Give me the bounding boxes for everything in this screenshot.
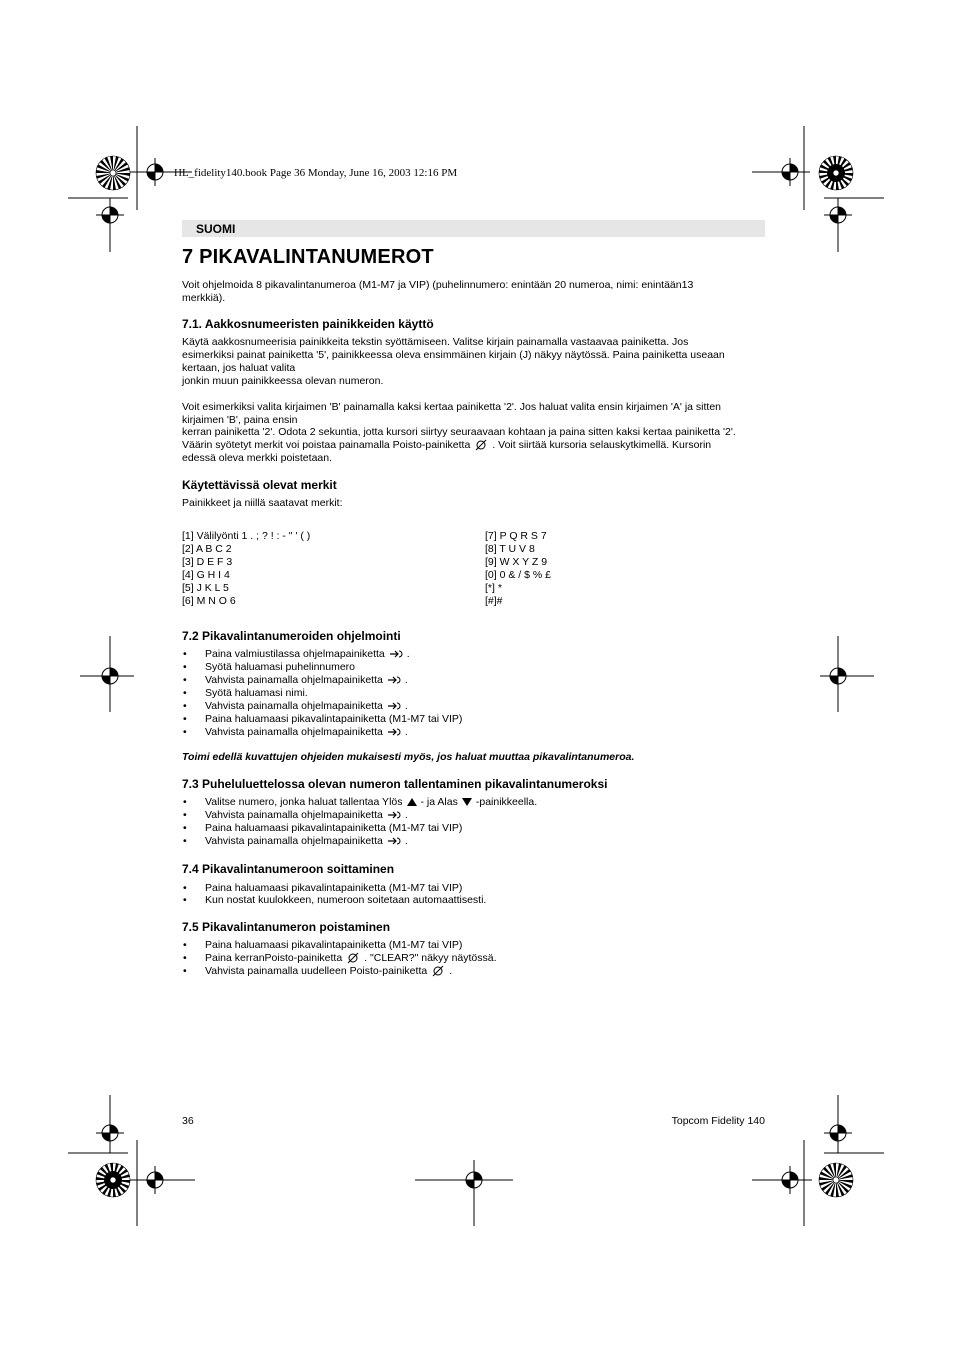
s73b-bullet-1 xyxy=(205,809,408,822)
color-rosette-bottom-right xyxy=(818,1162,854,1198)
color-rosette-top-left xyxy=(95,155,131,191)
bullet: • xyxy=(183,882,187,894)
product-name: Topcom Fidelity 140 xyxy=(671,1115,765,1127)
bullet: • xyxy=(183,952,187,964)
s72-bullet-text: Vahvista painamalla ohjelmapainiketta xyxy=(205,674,383,686)
section-72-title: 7.2 Pikavalintanumeroiden ohjelmointi xyxy=(182,629,401,643)
chars-right-5: [*] * xyxy=(485,582,502,594)
chars-right-4: [0] 0 & / $ % £ xyxy=(485,569,551,581)
bullet: • xyxy=(183,796,187,808)
book-info-line: HL_fidelity140.book Page 36 Monday, June 16, 2003 12:16 PM xyxy=(174,167,458,179)
language-tab-label: SUOMI xyxy=(196,222,236,236)
bullet: • xyxy=(183,822,187,834)
chars-left-2: [2] A B C 2 xyxy=(182,543,232,555)
s73-b1-middle: - ja Alas xyxy=(420,796,458,808)
s75-bullet-2 xyxy=(205,952,497,965)
s72-bullet-6 xyxy=(205,713,462,726)
bullet: • xyxy=(183,835,187,847)
bullet: • xyxy=(183,661,187,673)
program-key-icon xyxy=(387,675,401,685)
bullet: • xyxy=(183,648,187,660)
s73b-bullet-2 xyxy=(205,822,462,835)
s72-bullet-text: Syötä haluamasi puhelinnumero xyxy=(205,661,356,673)
down-arrow-icon xyxy=(462,798,472,806)
chars-left-6: [6] M N O 6 xyxy=(182,595,236,607)
s71-p2-line-2: kirjaimen 'B', paina ensin xyxy=(182,414,298,426)
bullet: • xyxy=(183,809,187,821)
up-arrow-icon xyxy=(407,798,417,806)
s75-bullet-1: Paina haluamaasi pikavalintapainiketta (M1-M7 tai VIP) xyxy=(205,939,463,951)
s71-p2-line-4-start: Väärin syötetyt merkit voi poistaa painamalla Poisto-painiketta xyxy=(182,439,471,451)
s72-bullet-4 xyxy=(205,687,308,700)
bullet: • xyxy=(183,674,187,686)
program-key-icon xyxy=(387,701,401,711)
s75-b2-end: . "CLEAR?" näkyy näytössä. xyxy=(364,952,497,964)
s72-bullet-text: Syötä haluamasi nimi. xyxy=(205,687,308,699)
s71-p2-line-4 xyxy=(182,439,711,452)
program-key-icon xyxy=(389,649,403,659)
page-number: 36 xyxy=(182,1115,194,1127)
s71-p1-line-1: Käytä aakkosnumeerisia painikkeita tekstin syöttämiseen. Valitse kirjain painamalla vastaavaa painiketta. Jos xyxy=(182,336,689,348)
s71-p2-line-3: kerran painiketta '2'. Odota 2 sekuntia, jotta kursori siirtyy seuraavaan kohtaan ja paina sitten kaksi kertaa painiketta '2'. xyxy=(182,426,736,438)
s72-bullet-3 xyxy=(205,674,408,687)
s72-bullet-text: Paina haluamaasi pikavalintapainiketta (M1-M7 tai VIP) xyxy=(205,713,463,725)
s73b-bullet-end: . xyxy=(404,835,408,847)
section-73-title: 7.3 Puheluluettelossa olevan numeron tallentaminen pikavalintanumeroksi xyxy=(182,777,608,791)
s72-bullet-1 xyxy=(205,648,410,661)
s71-p1-line-3: kertaan, jos haluat valita xyxy=(182,362,296,374)
s72-bullet-text: Paina valmiustilassa ohjelmapainiketta xyxy=(205,648,385,660)
program-key-icon xyxy=(387,727,401,737)
bullet: • xyxy=(183,939,187,951)
section-71-title: 7.1. Aakkosnumeeristen painikkeiden käyttö xyxy=(182,317,434,331)
chars-right-3: [9] W X Y Z 9 xyxy=(485,556,548,568)
program-key-icon xyxy=(387,836,401,846)
delete-key-icon xyxy=(474,439,488,451)
s71-p1-line-2: esimerkiksi painat painiketta '5', painikkeessa oleva ensimmäinen kirjain (J) näkyy näytössä. Paina painiketta useaan xyxy=(182,349,725,361)
chars-left-3: [3] D E F 3 xyxy=(182,556,233,568)
s72-bullet-2 xyxy=(205,661,355,674)
s71-p2-line-1: Voit esimerkiksi valita kirjaimen 'B' painamalla kaksi kertaa painiketta '2'. Jos haluat valita ensin kirjaimen 'A' ja sitten xyxy=(182,401,722,413)
s72-bullet-end: . xyxy=(406,648,410,660)
s71-p2-line-4-end: . Voit siirtää kursoria selauskytkimellä. Kursorin xyxy=(492,439,712,451)
color-rosette-top-right xyxy=(818,155,854,191)
s73b-bullet-text: Vahvista painamalla ohjelmapainiketta xyxy=(205,809,383,821)
s75-b2-start: Paina kerranPoisto-painiketta xyxy=(205,952,343,964)
chapter-title: 7 PIKAVALINTANUMEROT xyxy=(182,246,434,268)
s73b-bullet-3 xyxy=(205,835,408,848)
available-chars-title: Käytettävissä olevat merkit xyxy=(182,478,337,492)
s71-p2-line-5: edessä oleva merkki poistetaan. xyxy=(182,452,332,464)
s74-bullet-1: Paina haluamaasi pikavalintapainiketta (M1-M7 tai VIP) xyxy=(205,882,463,894)
chars-right-1: [7] P Q R S 7 xyxy=(485,530,547,542)
s73-b1-start: Valitse numero, jonka haluat tallentaa Ylös xyxy=(205,796,403,808)
bullet: • xyxy=(183,894,187,906)
bullet: • xyxy=(183,726,187,738)
s73b-bullet-end: . xyxy=(404,809,408,821)
bullet: • xyxy=(183,713,187,725)
s72-bullet-text: Vahvista painamalla ohjelmapainiketta xyxy=(205,700,383,712)
intro-line-2: merkkiä). xyxy=(182,292,226,304)
s75-b3-start: Vahvista painamalla uudelleen Poisto-painiketta xyxy=(205,965,428,977)
s72-bullet-end: . xyxy=(404,674,408,686)
s74-bullet-2: Kun nostat kuulokkeen, numeroon soitetaan automaattisesti. xyxy=(205,894,487,906)
color-rosette-bottom-left xyxy=(95,1162,131,1198)
delete-key-icon xyxy=(431,965,445,977)
s73-bullet-1 xyxy=(205,796,537,809)
s73b-bullet-text: Vahvista painamalla ohjelmapainiketta xyxy=(205,835,383,847)
section-74-title: 7.4 Pikavalintanumeroon soittaminen xyxy=(182,862,395,876)
bullet: • xyxy=(183,687,187,699)
s73-b1-end: -painikkeella. xyxy=(475,796,538,808)
intro-line-1: Voit ohjelmoida 8 pikavalintanumeroa (M1-M7 ja VIP) (puhelinnumero: enintään 20 numeroa, nimi: enintään13 xyxy=(182,279,694,291)
bullet: • xyxy=(183,700,187,712)
s72-bullet-end: . xyxy=(404,700,408,712)
program-key-icon xyxy=(387,810,401,820)
chars-right-6: [#]# xyxy=(485,595,503,607)
s75-bullet-3 xyxy=(205,965,452,978)
s72-bullet-5 xyxy=(205,700,408,713)
chars-left-4: [4] G H I 4 xyxy=(182,569,230,581)
s73b-bullet-text: Paina haluamaasi pikavalintapainiketta (M1-M7 tai VIP) xyxy=(205,822,463,834)
section-72-note: Toimi edellä kuvattujen ohjeiden mukaisesti myös, jos haluat muuttaa pikavalintanumeroa. xyxy=(182,751,635,763)
chars-right-2: [8] T U V 8 xyxy=(485,543,535,555)
s72-bullet-end: . xyxy=(404,726,408,738)
bullet: • xyxy=(183,965,187,977)
s71-p1-line-4: jonkin muun painikkeessa olevan numeron. xyxy=(182,375,384,387)
section-75-title: 7.5 Pikavalintanumeron poistaminen xyxy=(182,920,391,934)
available-chars-subtitle: Painikkeet ja niillä saatavat merkit: xyxy=(182,497,343,509)
s75-b3-end: . xyxy=(449,965,453,977)
s72-bullet-7 xyxy=(205,726,408,739)
language-bar xyxy=(182,220,765,237)
s72-bullet-text: Vahvista painamalla ohjelmapainiketta xyxy=(205,726,383,738)
chars-left-5: [5] J K L 5 xyxy=(182,582,229,594)
delete-key-icon xyxy=(346,952,360,964)
chars-left-1: [1] Välilyönti 1 . ; ? ! : - " ' ( ) xyxy=(182,530,311,542)
